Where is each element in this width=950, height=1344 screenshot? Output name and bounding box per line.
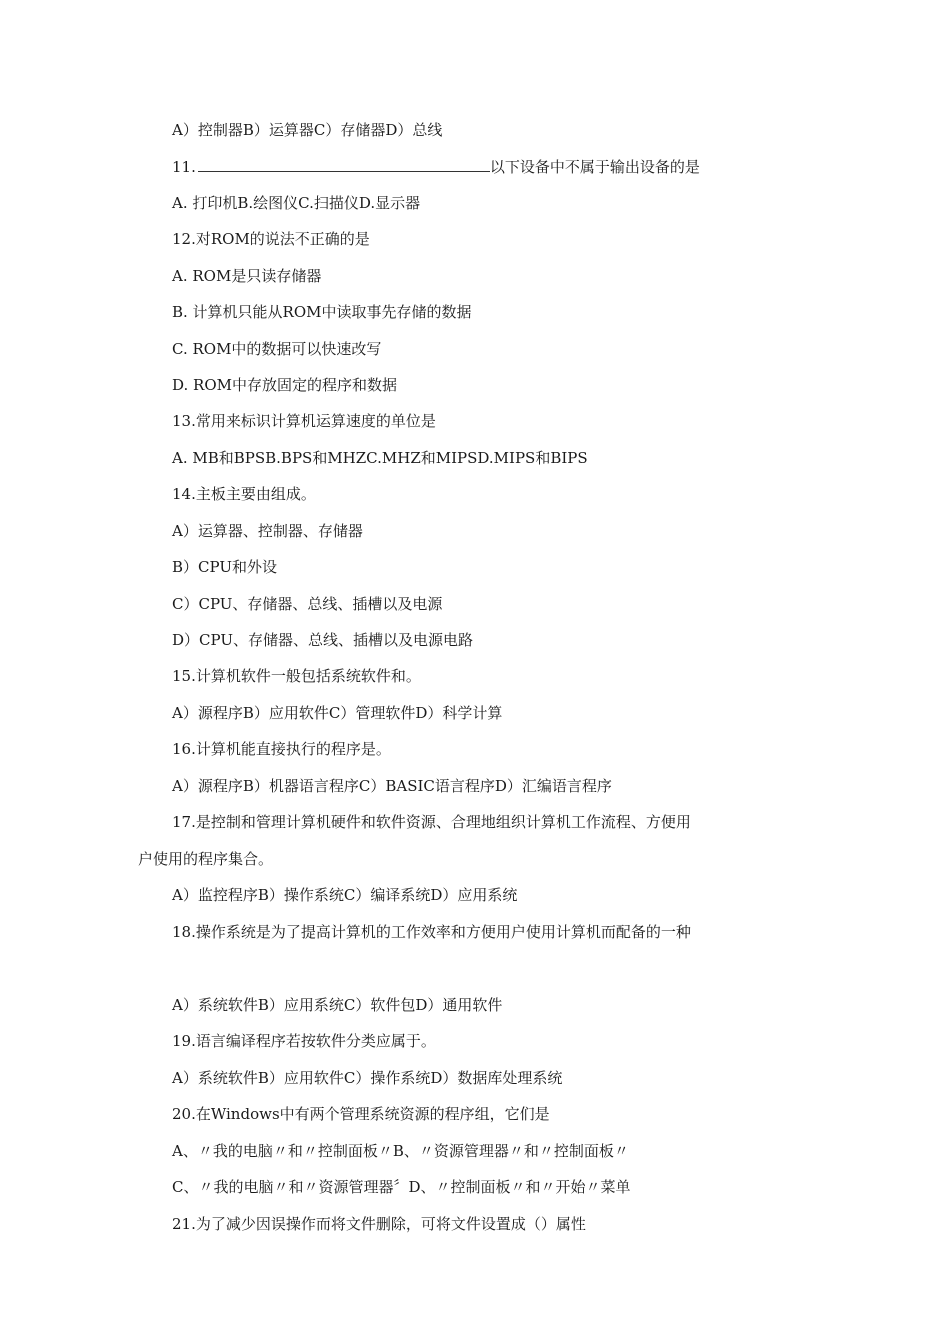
q19-question: 19.语言编译程序若按软件分类应属于。	[172, 1032, 436, 1050]
q13-question: 13.常用来标识计算机运算速度的单位是	[172, 412, 436, 430]
q21-question: 21.为了减少因误操作而将文件删除，可将文件设置成（）属性	[172, 1215, 586, 1233]
q14-question: 14.主板主要由组成。	[172, 485, 316, 503]
q13-options: A. MB和BPSB.BPS和MHZC.MHZ和MIPSD.MIPS和BIPS	[172, 449, 588, 467]
q16-question: 16.计算机能直接执行的程序是。	[172, 740, 391, 758]
q12-option-d: D. ROM中存放固定的程序和数据	[172, 376, 397, 394]
q14-option-d: D）CPU、存储器、总线、插槽以及电源电路	[172, 631, 473, 649]
q20-options-ab: A、〃我的电脑〃和〃控制面板〃B、〃资源管理器〃和〃控制面板〃	[172, 1142, 629, 1160]
answer-blank	[198, 156, 490, 172]
q17-question-cont: 户使用的程序集合。	[138, 850, 274, 868]
q14-option-b: B）CPU和外设	[172, 558, 277, 576]
q12-question: 12.对ROM的说法不正确的是	[172, 230, 370, 248]
q19-options: A）系统软件B）应用软件C）操作系统D）数据库处理系统	[172, 1069, 563, 1087]
q12-option-b: B. 计算机只能从ROM中读取事先存储的数据	[172, 303, 472, 321]
q12-option-c: C. ROM中的数据可以快速改写	[172, 340, 382, 358]
q11-number: 11.	[172, 158, 196, 176]
q11-text: 以下设备中不属于输出设备的是	[489, 158, 700, 176]
q18-question: 18.操作系统是为了提高计算机的工作效率和方便用户使用计算机而配备的一种	[172, 923, 691, 941]
q11-options: A. 打印机B.绘图仪C.扫描仪D.显示器	[172, 194, 421, 212]
q15-options: A）源程序B）应用软件C）管理软件D）科学计算	[172, 704, 503, 722]
q18-options: A）系统软件B）应用系统C）软件包D）通用软件	[172, 996, 503, 1014]
q11-question	[172, 156, 700, 177]
q20-question: 20.在Windows中有两个管理系统资源的程序组，它们是	[172, 1105, 550, 1123]
q20-options-cd: C、〃我的电脑〃和〃资源管理器〞D、〃控制面板〃和〃开始〃菜单	[172, 1178, 631, 1196]
q10-options: A）控制器B）运算器C）存储器D）总线	[172, 121, 443, 139]
q12-option-a: A. ROM是只读存储器	[172, 267, 322, 285]
q14-option-c: C）CPU、存储器、总线、插槽以及电源	[172, 595, 443, 613]
q17-options: A）监控程序B）操作系统C）编译系统D）应用系统	[172, 886, 518, 904]
q17-question: 17.是控制和管理计算机硬件和软件资源、合理地组织计算机工作流程、方便用	[172, 813, 691, 831]
q15-question: 15.计算机软件一般包括系统软件和。	[172, 667, 421, 685]
q14-option-a: A）运算器、控制器、存储器	[172, 522, 363, 540]
q16-options: A）源程序B）机器语言程序C）BASIC语言程序D）汇编语言程序	[172, 777, 612, 795]
